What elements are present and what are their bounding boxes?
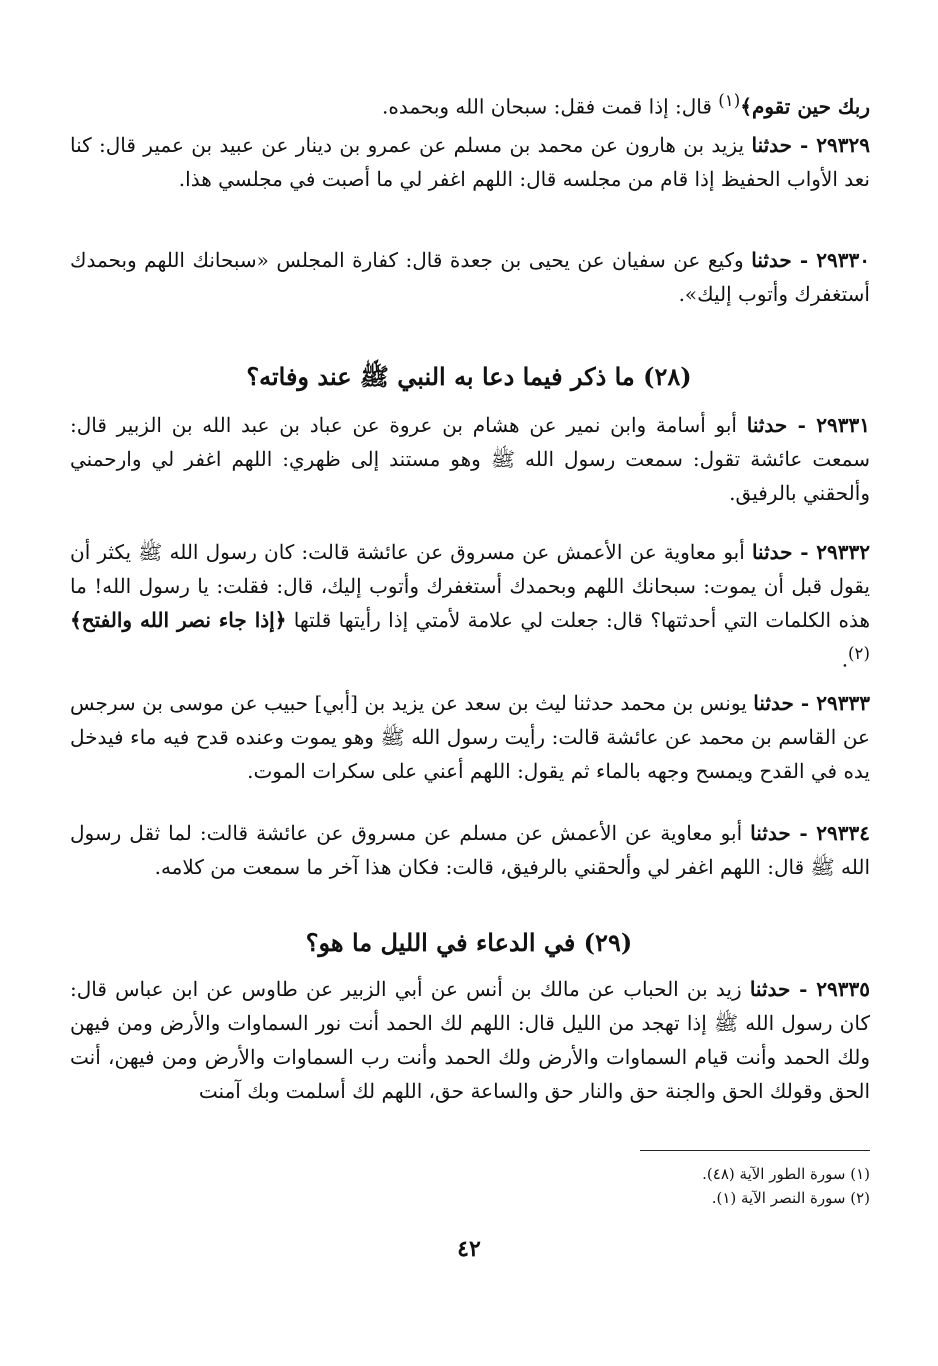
page-number: ٤٢: [457, 1236, 481, 1262]
paragraph-text: [70, 128, 870, 196]
footnote-2: (٢) سورة النصر الآية (١).: [711, 1189, 870, 1207]
hadith-number: ٢٩٣٣٥ - حدثنا: [749, 977, 870, 1001]
hadith-number: ٢٩٣٣٠ - حدثنا: [751, 248, 870, 272]
hadith-29333: [70, 686, 870, 788]
hadith-number: ٢٩٣٣٤ - حدثنا: [750, 821, 870, 845]
paragraph-text: [70, 408, 870, 510]
intro-paragraph: [70, 84, 870, 124]
hadith-29332: [70, 535, 870, 677]
hadith-number: ٢٩٣٢٩ - حدثنا: [751, 133, 870, 157]
hadith-29334: [70, 816, 870, 884]
hadith-29329: [70, 128, 870, 196]
chapter-heading-29: (٢٩) في الدعاء في الليل ما هو؟: [305, 928, 633, 957]
hadith-number: ٢٩٣٣٢ - حدثنا: [751, 540, 870, 564]
text-body: قال: إذا قمت فقل: سبحان الله وبحمده.: [382, 94, 719, 119]
paragraph-text: [70, 243, 870, 311]
quran-quote: ربك حين تقوم﴾: [740, 94, 870, 119]
text-body: وكيع عن سفيان عن يحيى بن جعدة قال: كفارة المجلس «سبحانك اللهم وبحمدك أستغفرك وأتوب إليك».: [70, 248, 870, 306]
paragraph-text: [70, 686, 870, 788]
text-body: زيد بن الحباب عن مالك بن أنس عن أبي الزبير عن طاوس عن ابن عباس قال: كان رسول الله ﷺ إذا تهجد من الليل قال: اللهم لك الحمد أنت نور السماوات والأرض ومن فيهن ولك الحمد وأنت قيام السماوات والأرض ولك الحمد وأنت رب السماوات والأرض ومن فيهن، أنت الحق وقولك الحق والجنة حق والنار حق والساعة حق، اللهم لك أسلمت وبك آمنت: [70, 977, 870, 1103]
paragraph-text: [70, 972, 870, 1108]
paragraph-text: [70, 84, 870, 124]
hadith-number: ٢٩٣٣٣ - حدثنا: [753, 691, 870, 715]
footnote-ref: (١): [718, 91, 741, 110]
hadith-29335: [70, 972, 870, 1108]
text-body: يزيد بن هارون عن محمد بن مسلم عن عمرو بن دينار عن عبيد بن عمير قال: كنا نعد الأواب الحفيظ إذا قام من مجلسه قال: اللهم اغفر لي ما أصبت في مجلسي هذا.: [70, 133, 870, 191]
hadith-29330: [70, 243, 870, 311]
footnote-1: (١) سورة الطور الآية (٤٨).: [702, 1165, 870, 1183]
hadith-number: ٢٩٣٣١ - حدثنا: [746, 413, 870, 437]
paragraph-text: [70, 816, 870, 884]
quran-quote: ﴿إذا جاء نصر الله والفتح﴾: [70, 608, 287, 632]
text-end: .: [841, 647, 849, 672]
text-body: أبو معاوية عن الأعمش عن مسروق عن عائشة قالت: كان رسول الله ﷺ يكثر أن يقول قبل أن يموت: سبحانك اللهم وبحمدك أستغفرك وأتوب إليك، قال: فقلت: يا رسول الله! ما هذه الكلمات التي أحدثتها؟ قال: جعلت لي علامة لأمتي إذا رأيتها قلتها: [70, 540, 870, 632]
hadith-29331: [70, 408, 870, 510]
footnote-divider: [640, 1150, 870, 1151]
text-body: أبو معاوية عن الأعمش عن مسلم عن مسروق عن عائشة قالت: لما ثقل رسول الله ﷺ قال: اللهم اغفر لي وألحقني بالرفيق، قالت: فكان هذا آخر ما سمعت من كلامه.: [70, 821, 870, 879]
paragraph-text: [70, 535, 870, 677]
footnotes: [70, 1162, 870, 1210]
footnote-ref: (٢): [848, 644, 870, 663]
text-body: أبو أسامة وابن نمير عن هشام بن عروة عن عباد بن عبد الله بن الزبير قال: سمعت عائشة تقول: سمعت رسول الله ﷺ وهو مستند إلى ظهري: اللهم اغفر لي وارحمني وألحقني بالرفيق.: [70, 413, 870, 505]
text-body: يونس بن محمد حدثنا ليث بن سعد عن يزيد بن [أبي] حبيب عن موسى بن سرجس عن القاسم بن محمد عن عائشة قالت: رأيت رسول الله ﷺ وهو يموت وعنده قدح فيه ماء فيدخل يده في القدح ويمسح وجهه بالماء ثم يقول: اللهم أعني على سكرات الموت.: [70, 691, 870, 783]
chapter-heading-28: (٢٨) ما ذكر فيما دعا به النبي ﷺ عند وفاته؟: [246, 362, 692, 391]
